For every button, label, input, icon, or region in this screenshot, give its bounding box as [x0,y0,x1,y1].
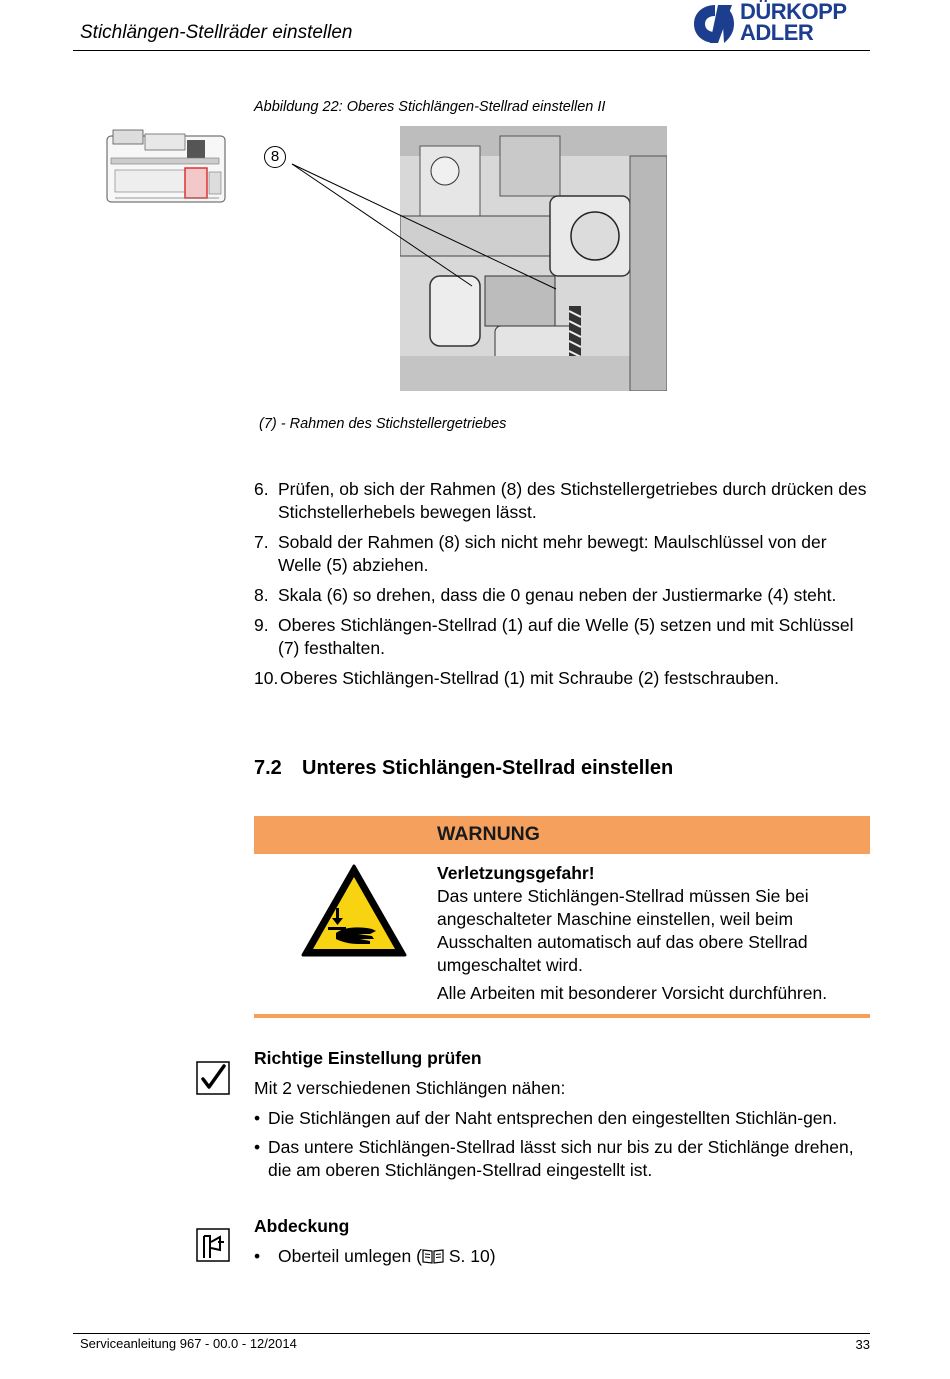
cover-item-ref: S. 10) [443,1246,496,1266]
warning-heading: Verletzungsgefahr! [437,863,595,883]
warning-body [437,862,869,1005]
callout-leader-lines [280,160,580,310]
bullet-text: Die Stichlängen auf der Naht entsprechen den eingestellten Stichlän-gen. [268,1108,838,1128]
cover-title: Abdeckung [254,1216,350,1236]
check-bullet-list [254,1107,866,1188]
step-item [254,667,874,690]
machine-overview-thumbnail [105,128,228,206]
warning-bar [254,816,870,854]
step-item [254,478,874,524]
warning-label: WARNUNG [437,823,540,845]
duerkopp-adler-logo [688,2,873,46]
warning-bottom-rule [254,1014,870,1018]
check-intro: Mit 2 verschiedenen Stichlängen nähen: [254,1078,566,1098]
step-number: 7. [254,532,269,552]
warning-text-2: Alle Arbeiten mit besonderer Vorsicht durchführen. [437,983,828,1003]
checkmark-icon [196,1061,230,1095]
bullet-item [254,1136,866,1182]
step-text: Sobald der Rahmen (8) sich nicht mehr bewegt: Maulschlüssel von der Welle (5) abziehen. [278,532,827,575]
step-text: Oberes Stichlängen-Stellrad (1) mit Schraube (2) festschrauben. [280,668,779,688]
step-text: Skala (6) so drehen, dass die 0 genau neben der Justiermarke (4) steht. [278,585,837,605]
step-item [254,614,874,660]
logo-mark-icon [688,2,738,46]
warning-text: Das untere Stichlängen-Stellrad müssen Sie bei angeschalteter Maschine einstellen, weil beim Ausschalten automatisch auf das obere Stellrad umgeschaltet wird. [437,886,809,975]
logo-line1: DÜRKOPP [740,0,847,24]
header-rule [73,50,870,51]
bullet-dot: • [254,1246,261,1266]
bullet-text: Das untere Stichlängen-Stellrad lässt sich nur bis zu der Stichlänge drehen, die am oberen Stichlängen-Stellrad eingestellt ist. [268,1137,854,1180]
footer-rule [73,1333,870,1334]
step-number: 9. [254,615,269,635]
check-title: Richtige Einstellung prüfen [254,1048,482,1068]
bullet-dot: • [254,1137,261,1157]
step-number: 10. [254,668,279,688]
cover-icon [196,1228,230,1262]
step-text: Prüfen, ob sich der Rahmen (8) des Stichstellergetriebes durch drücken des Stichstellerhebels bewegen lässt. [278,479,867,522]
cover-item [254,1246,496,1267]
step-number: 6. [254,479,269,499]
figure-caption: Abbildung 22: Oberes Stichlängen-Stellrad einstellen II [254,99,606,115]
header-title: Stichlängen-Stellräder einstellen [80,22,353,43]
cover-item-prefix: Oberteil umlegen ( [278,1246,422,1266]
step-item [254,584,874,607]
logo-line2: ADLER [740,20,814,45]
footer-doc-id: Serviceanleitung 967 - 00.0 - 12/2014 [80,1336,297,1351]
step-list [254,478,874,697]
bullet-item [254,1107,866,1130]
step-number: 8. [254,585,269,605]
section-number: 7.2 [254,757,282,779]
figure-legend: (7) - Rahmen des Stichstellergetriebes [259,416,507,432]
section-title: Unteres Stichlängen-Stellrad einstellen [302,757,674,779]
book-reference-icon [422,1248,444,1264]
step-text: Oberes Stichlängen-Stellrad (1) auf die Welle (5) setzen und mit Schlüssel (7) festhalten. [278,615,854,658]
bullet-dot: • [254,1108,261,1128]
page-number: 33 [855,1337,870,1352]
step-item [254,531,874,577]
section-heading [254,757,673,780]
callout-8: 8 [264,146,286,168]
hand-crush-warning-icon [300,863,408,959]
